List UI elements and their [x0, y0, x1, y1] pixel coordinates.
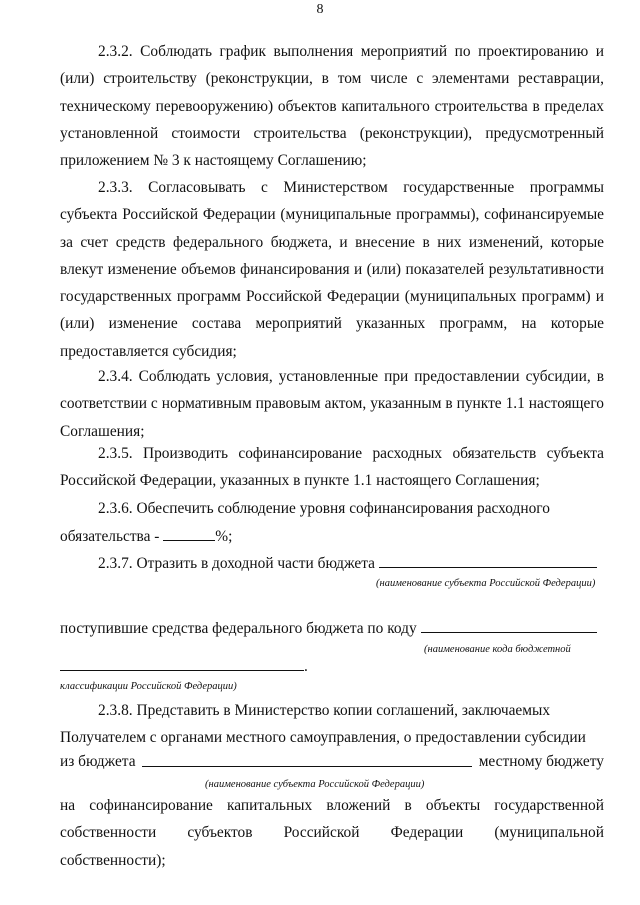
classification-line [60, 656, 604, 677]
clause-2-3-8-line3 [60, 752, 604, 772]
classification-blank [60, 656, 304, 671]
code-blank [421, 618, 597, 633]
percent-blank [163, 526, 215, 541]
clause-2-3-6-line1: 2.3.6. Обеспечить соблюдение уровня софинансирования расходного [98, 500, 550, 517]
from-budget-text: из бюджета [60, 753, 136, 770]
caption-classification: классификации Российской Федерации) [60, 681, 237, 692]
clause-2-3-4: 2.3.4. Соблюдать условия, установленные при предоставлении субсидии, в соответствии с нормативным правовым актом, указанным в пункте 1.1 настоящего Соглашения; [60, 368, 604, 440]
clause-2-3-2: 2.3.2. Соблюдать график выполнения мероприятий по проектированию и (или) строительству (реконструкции, в том числе с элементами реставрации, техническому перевооружению) объектов капитального строительства в пределах установленной стоимости строительства (реконструкции), предусмотренный приложением № 3 к настоящему Соглашению; [60, 43, 604, 170]
classification-dot: . [304, 658, 308, 675]
subject-blank-1 [379, 553, 597, 568]
caption-subject-1: (наименование субъекта Российской Федерации) [376, 578, 596, 589]
clause-2-3-7 [60, 553, 604, 574]
clause-2-3-8-line1: 2.3.8. Представить в Министерство копии соглашений, заключаемых [98, 702, 551, 719]
received-funds-line [60, 618, 604, 639]
page-number: 8 [316, 2, 324, 17]
percent-suffix: %; [215, 528, 233, 545]
clause-2-3-7-text: 2.3.7. Отразить в доходной части бюджета [98, 555, 379, 572]
clause-2-3-8-line2: Получателем с органами местного самоуправления, о предоставлении субсидии [60, 729, 586, 746]
caption-code: (наименование кода бюджетной [424, 644, 571, 655]
clause-2-3-5: 2.3.5. Производить софинансирование расходных обязательств субъекта Российской Федерации, указанных в пункте 1.1 настоящего Соглашения; [60, 445, 604, 490]
subject-blank-2 [142, 752, 472, 767]
obligation-prefix: обязательства - [60, 528, 164, 545]
received-funds-text: поступившие средства федерального бюджета по коду [60, 620, 421, 637]
clause-2-3-6-line2 [60, 526, 604, 547]
local-budget-text: местному бюджету [478, 753, 604, 770]
clause-2-3-8-rest: на софинансирование капитальных вложений в объекты государственной собственности субъектов Российской Федерации (муниципальной собственности); [60, 797, 604, 869]
caption-subject-2: (наименование субъекта Российской Федерации) [205, 779, 425, 790]
clause-2-3-3: 2.3.3. Согласовывать с Министерством государственные программы субъекта Российской Федерации (муниципальные программы), софинансируемые за счет средств федерального бюджета, и внесение в них изменений, которые влекут изменение объемов финансирования и (или) показателей результативности государственных программ Российской Федерации (муниципальных программ) и (или) изменение состава мероприятий указанных программ, на которые предоставляется субсидия; [60, 179, 604, 360]
